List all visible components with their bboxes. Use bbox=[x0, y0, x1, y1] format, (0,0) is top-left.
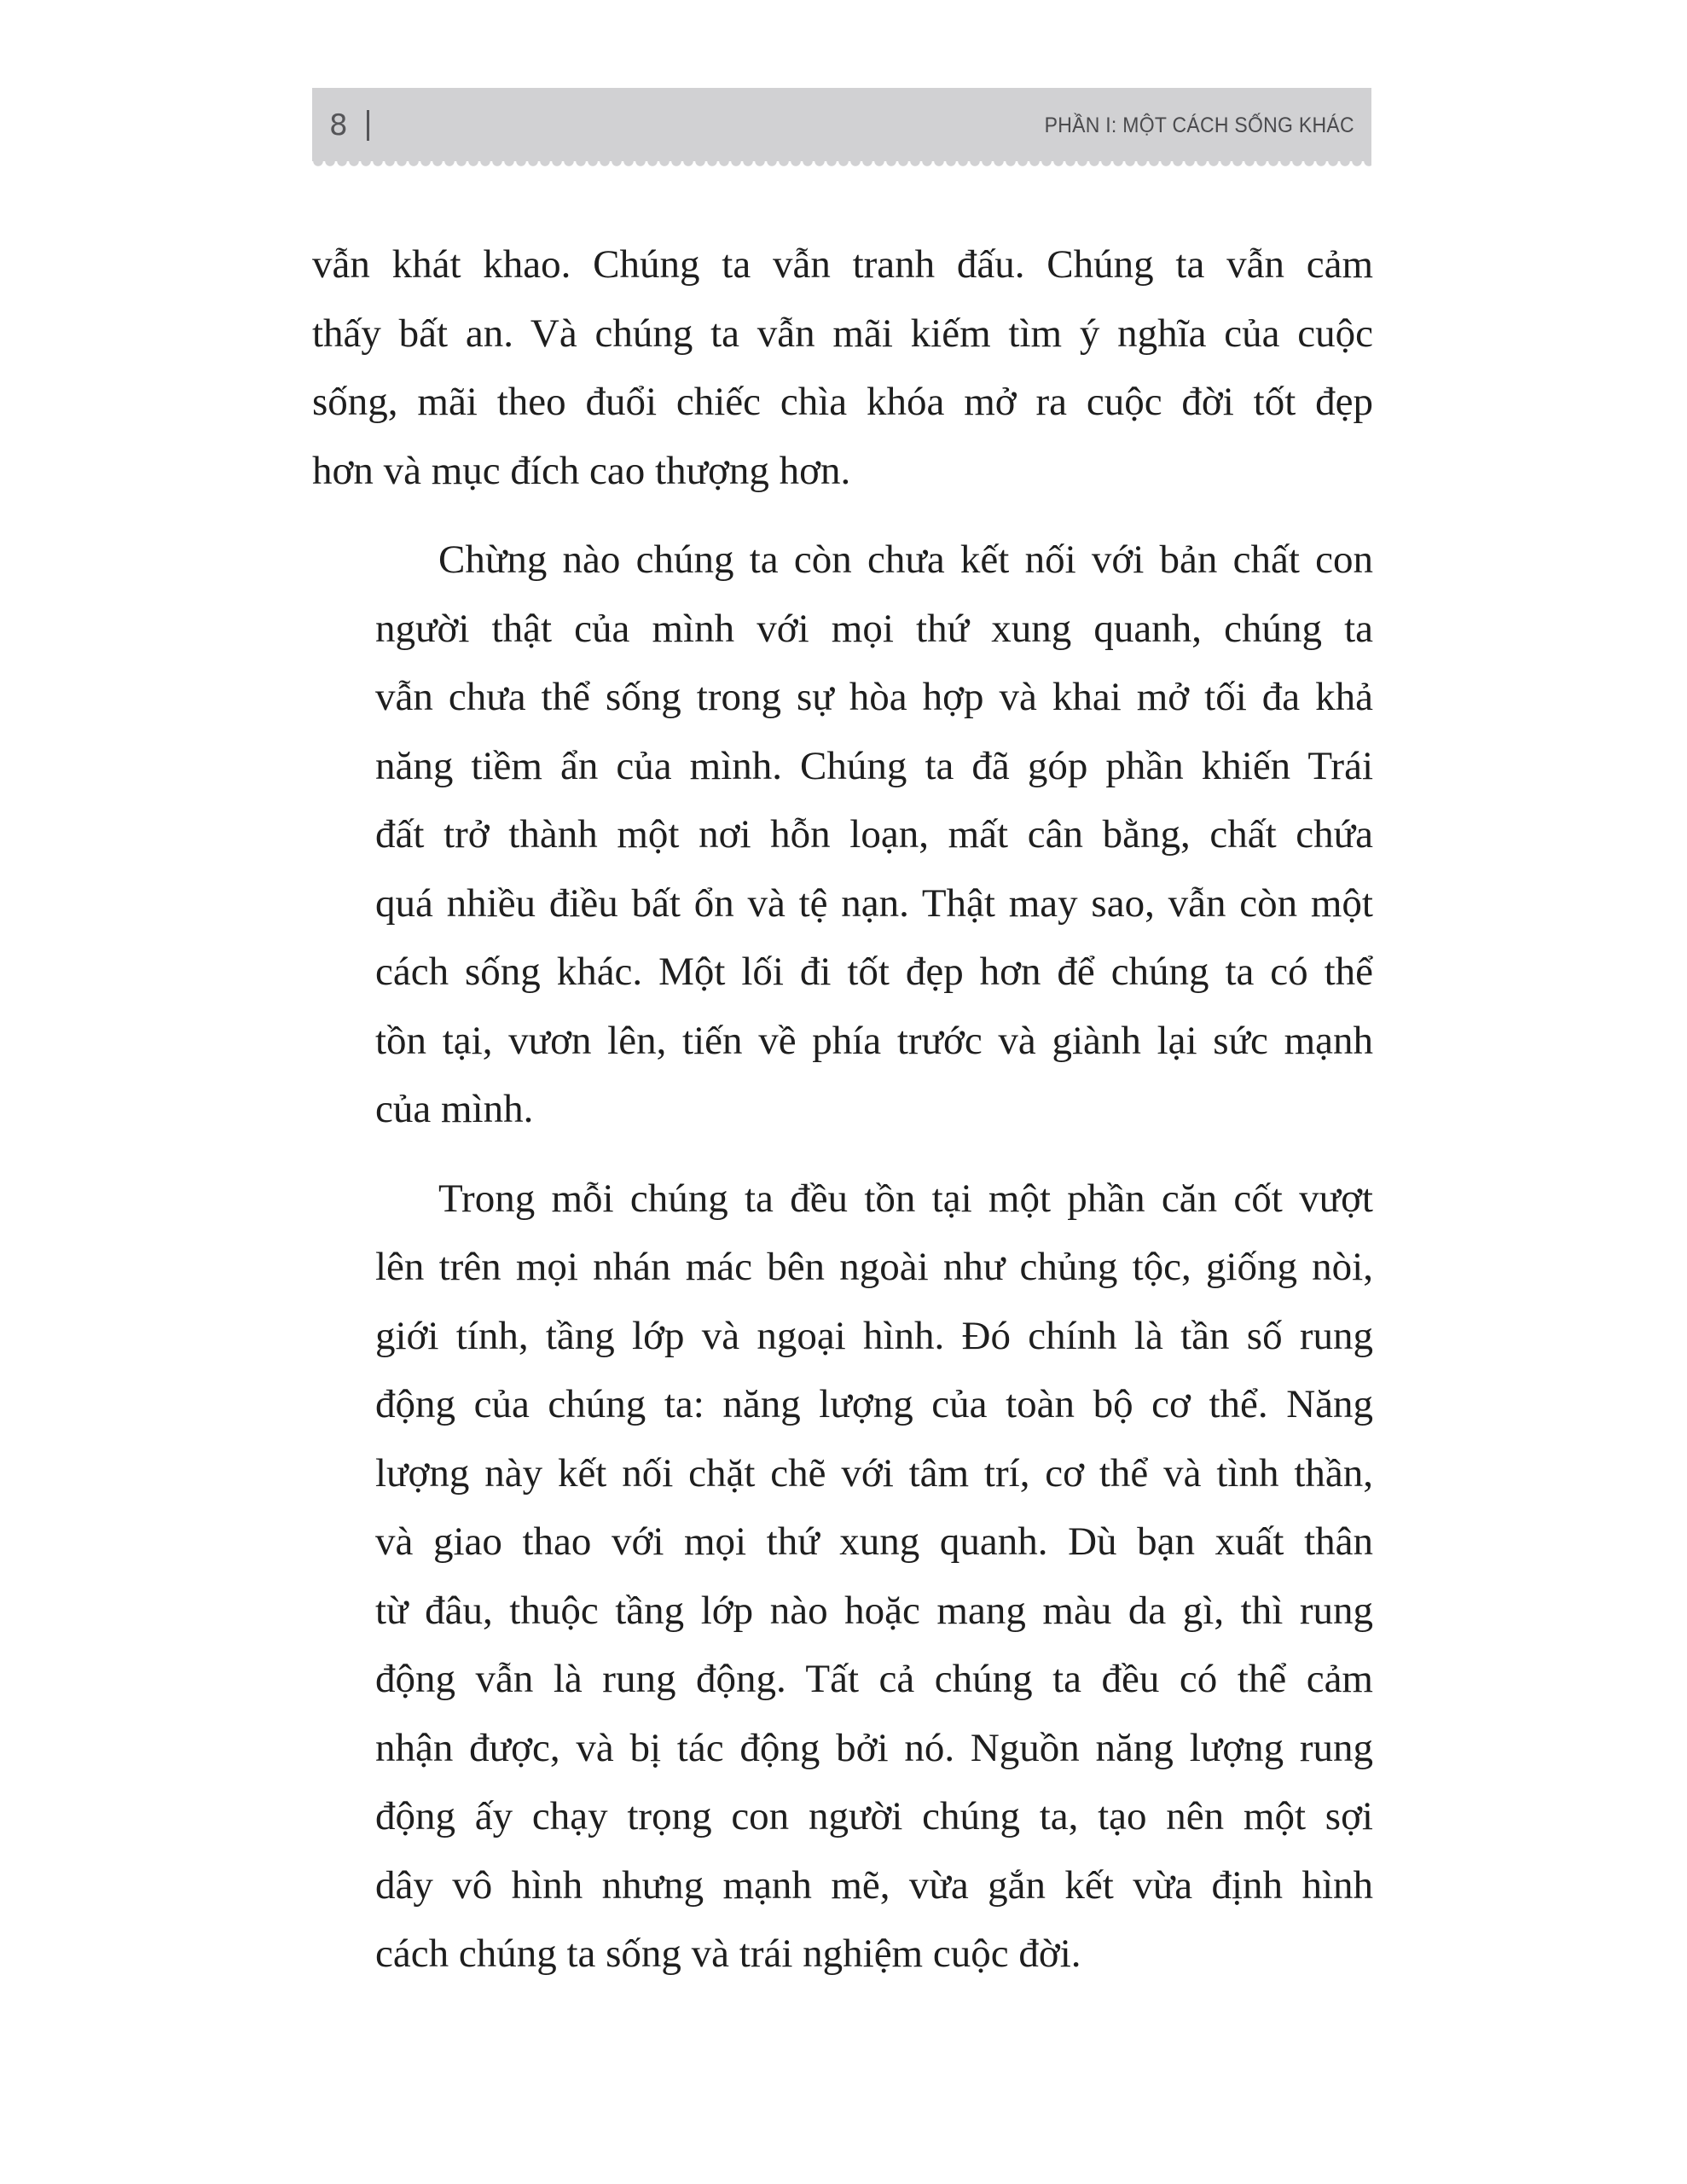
text-line: của mình. bbox=[375, 1087, 534, 1131]
text-line: động của chúng ta: năng lượng của toàn bộ cơ thể. Năng bbox=[375, 1382, 1373, 1426]
text-line: dây vô hình nhưng mạnh mẽ, vừa gắn kết vừa định hình bbox=[375, 1862, 1373, 1908]
header-divider bbox=[367, 110, 369, 141]
body-text bbox=[312, 230, 1373, 1989]
text-line: năng tiềm ẩn của mình. Chúng ta đã góp phần khiến Trái bbox=[375, 743, 1373, 788]
paragraph-2 bbox=[312, 526, 1373, 1144]
text-line: Trong mỗi chúng ta đều tồn tại một phần căn cốt vượt bbox=[438, 1176, 1373, 1221]
text-line: sống, mãi theo đuổi chiếc chìa khóa mở ra cuộc đời tốt đẹp bbox=[312, 380, 1373, 424]
paragraph-1 bbox=[312, 230, 1373, 505]
running-header bbox=[312, 88, 1371, 161]
text-line: cách chúng ta sống và trái nghiệm cuộc đời. bbox=[375, 1931, 1081, 1976]
text-line: động vẫn là rung động. Tất cả chúng ta đều có thể cảm bbox=[375, 1657, 1373, 1701]
page-number: 8 bbox=[329, 108, 348, 142]
text-line: và giao thao với mọi thứ xung quanh. Dù bạn xuất thân bbox=[375, 1519, 1373, 1564]
text-line: lượng này kết nối chặt chẽ với tâm trí, cơ thể và tình thần, bbox=[375, 1450, 1373, 1496]
text-line: vẫn khát khao. Chúng ta vẫn tranh đấu. Chúng ta vẫn cảm bbox=[312, 242, 1373, 287]
section-title: PHẦN I: MỘT CÁCH SỐNG KHÁC bbox=[1044, 113, 1354, 137]
paragraph-3 bbox=[312, 1165, 1373, 1989]
text-line: tồn tại, vươn lên, tiến về phía trước và giành lại sức mạnh bbox=[375, 1018, 1373, 1063]
text-line: lên trên mọi nhán mác bên ngoài như chủng tộc, giống nòi, bbox=[375, 1245, 1373, 1289]
text-line: thấy bất an. Và chúng ta vẫn mãi kiếm tìm ý nghĩa của cuộc bbox=[312, 311, 1373, 356]
text-line: người thật của mình với mọi thứ xung quanh, chúng ta bbox=[375, 606, 1373, 651]
text-line: quá nhiều điều bất ổn và tệ nạn. Thật may sao, vẫn còn một bbox=[375, 880, 1373, 926]
text-line: từ đâu, thuộc tầng lớp nào hoặc mang màu da gì, thì rung bbox=[375, 1588, 1373, 1633]
text-line: nhận được, và bị tác động bởi nó. Nguồn năng lượng rung bbox=[375, 1725, 1373, 1770]
text-line: Chừng nào chúng ta còn chưa kết nối với bản chất con bbox=[438, 537, 1373, 582]
text-line: động ấy chạy trọng con người chúng ta, tạo nên một sợi bbox=[375, 1794, 1373, 1838]
text-line: giới tính, tầng lớp và ngoại hình. Đó chính là tần số rung bbox=[375, 1313, 1373, 1358]
text-line: vẫn chưa thể sống trong sự hòa hợp và khai mở tối đa khả bbox=[375, 675, 1373, 719]
text-line: cách sống khác. Một lối đi tốt đẹp hơn để chúng ta có thể bbox=[375, 950, 1373, 994]
text-line: đất trở thành một nơi hỗn loạn, mất cân bằng, chất chứa bbox=[375, 812, 1373, 857]
text-line: hơn và mục đích cao thượng hơn. bbox=[312, 448, 851, 493]
scalloped-edge bbox=[312, 161, 1371, 168]
